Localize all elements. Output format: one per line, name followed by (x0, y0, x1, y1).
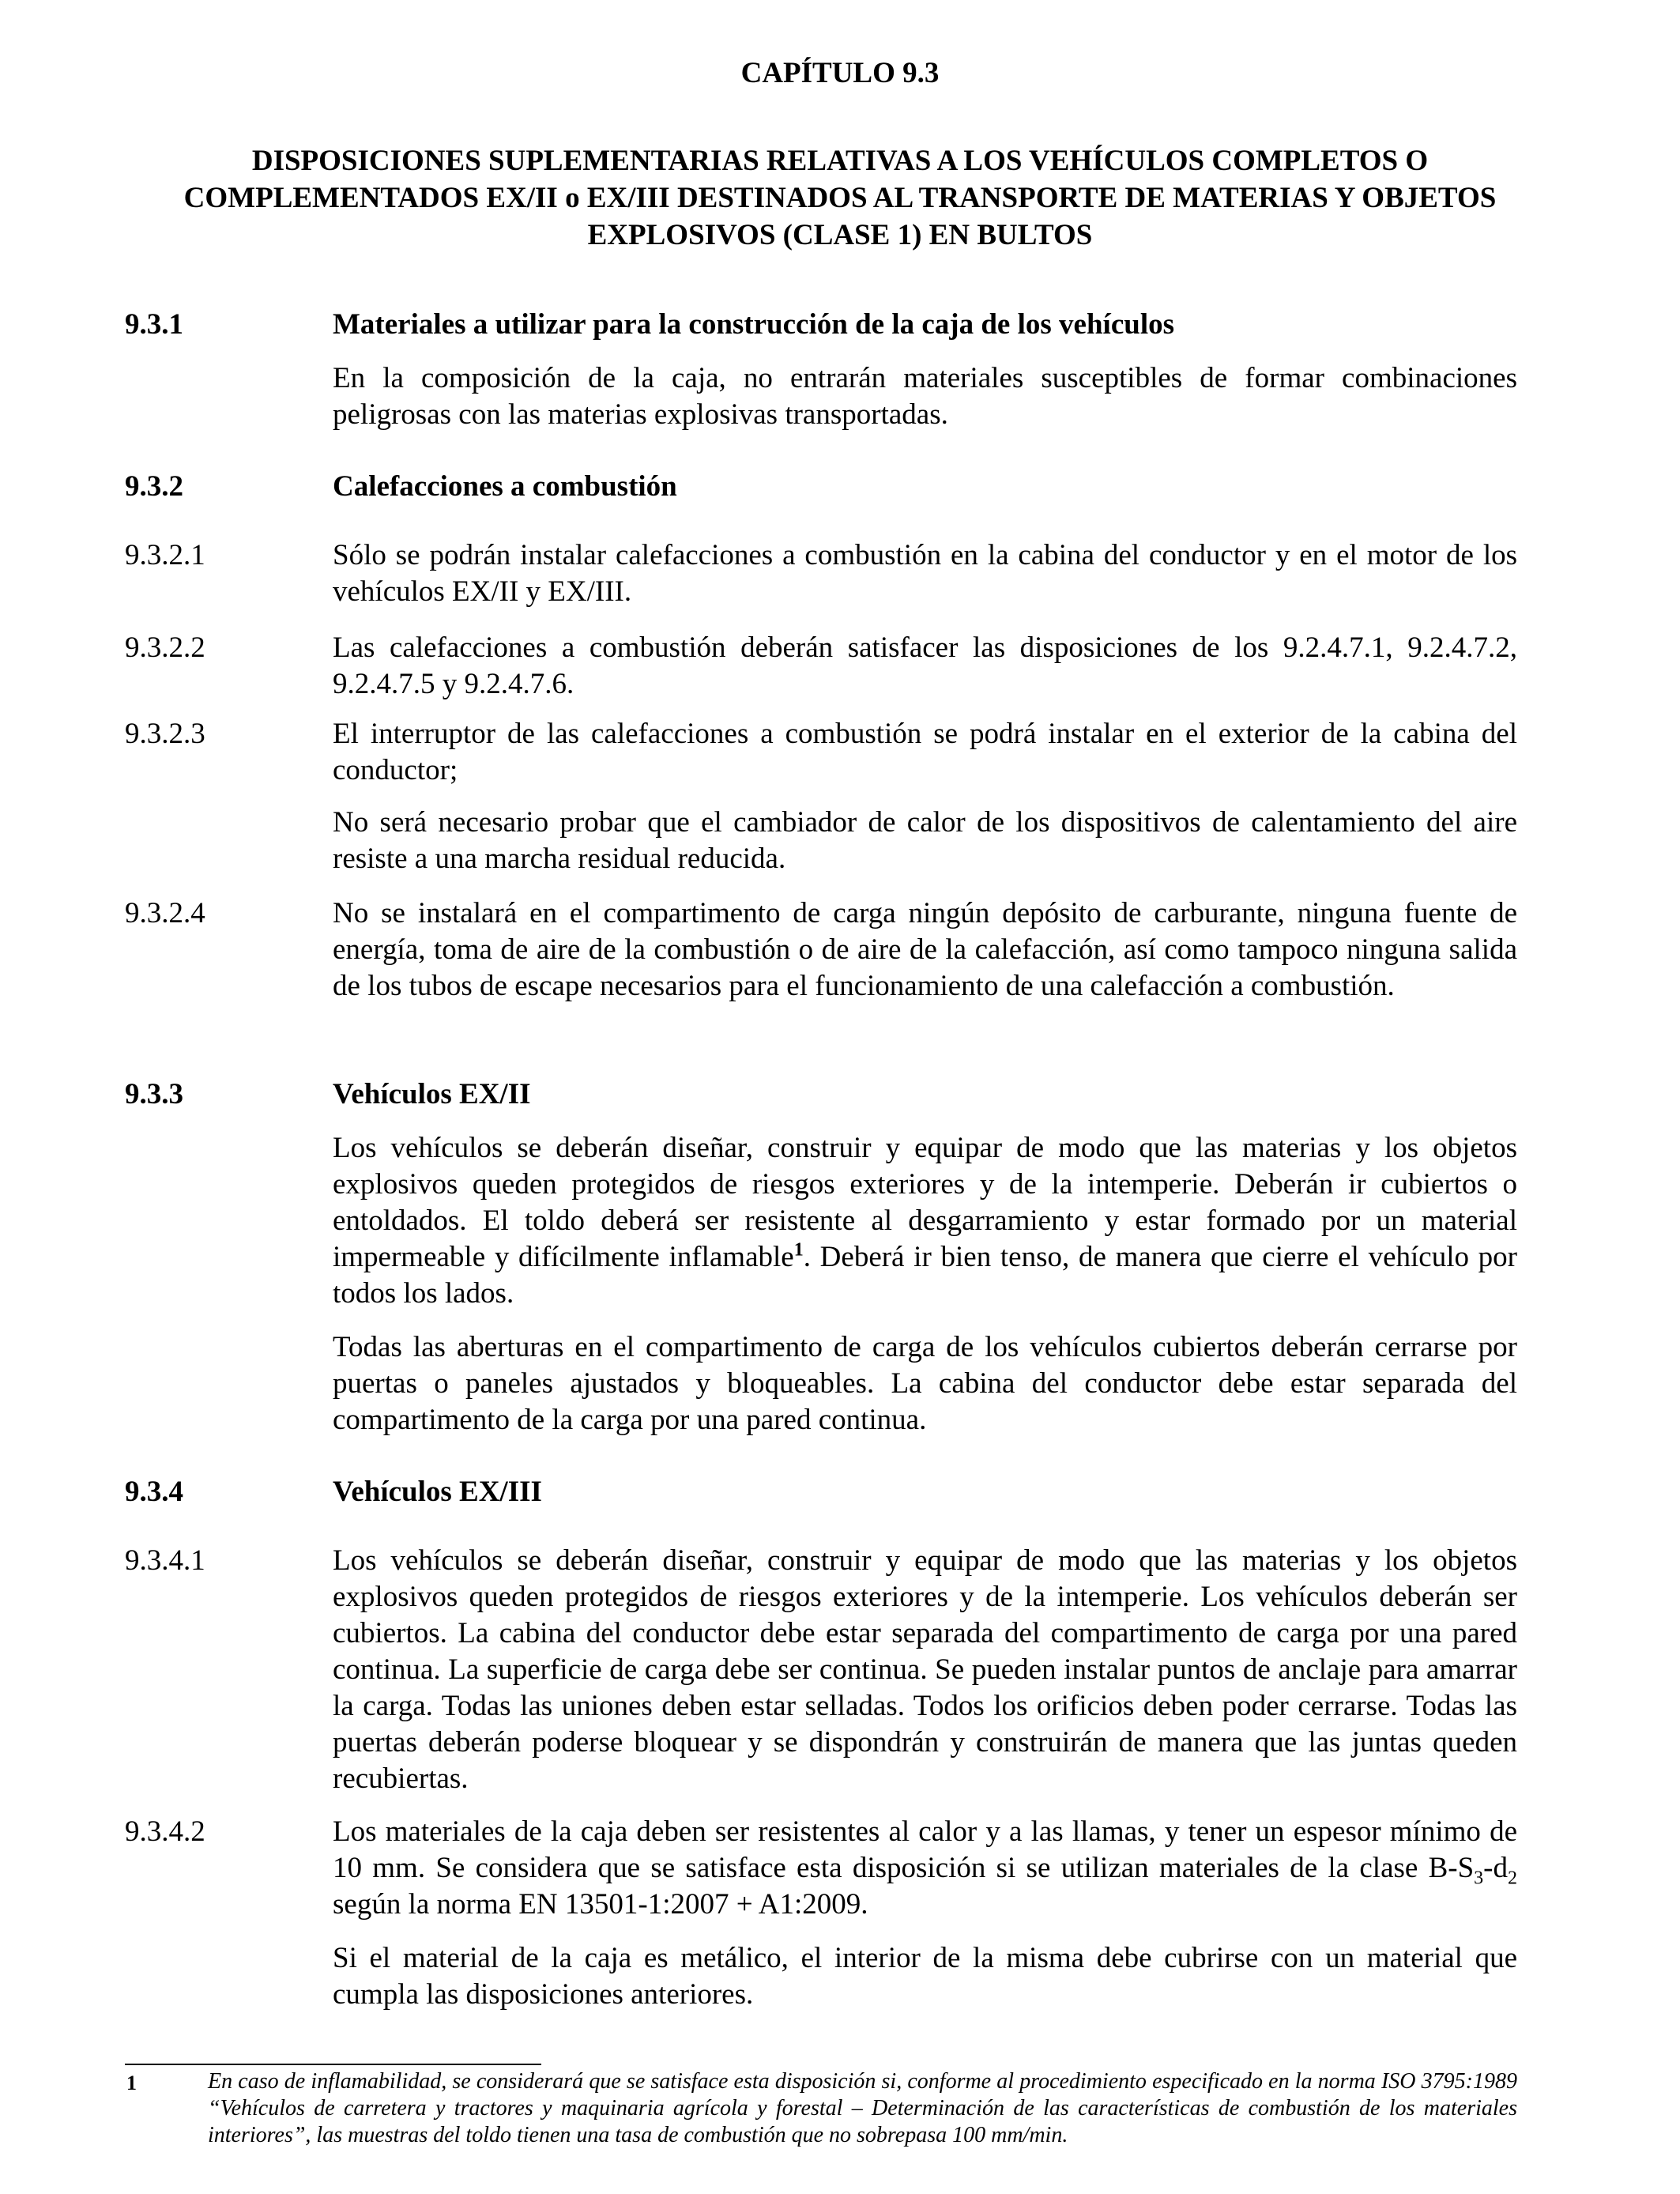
section-number: 9.3.2.1 (125, 539, 205, 571)
section-number: 9.3.2.4 (125, 897, 205, 929)
section-9-3-4-1 (125, 1543, 1517, 1797)
paragraph-9-3-1: En la composición de la caja, no entrarán materiales susceptibles de formar combinaciones peligrosas con las materias explosivas transportadas. (333, 362, 1517, 431)
paragraph-9-3-3-b: Todas las aberturas en el compartimento de carga de los vehículos cubiertos deberán cerrarse por puertas o paneles ajustados y bloqueables. La cabina del conductor debe estar separada del compartimento de la carga por una pared continua. (333, 1331, 1517, 1436)
section-heading: Vehículos EX/III (333, 1476, 542, 1508)
section-9-3-1 (125, 307, 1517, 343)
text-part: según la norma EN 13501-1:2007 + A1:2009. (333, 1888, 868, 1921)
section-number: 9.3.2.3 (125, 718, 205, 750)
section-text: Sólo se podrán instalar calefacciones a combustión en la cabina del conductor y en el motor de los vehículos EX/II y EX/III. (333, 539, 1517, 608)
subscript: 2 (1508, 1868, 1517, 1889)
section-9-3-2-4 (125, 895, 1517, 1005)
section-number: 9.3.4.2 (125, 1815, 205, 1848)
text-part: . Deberá ir bien tenso, de manera que cierre el vehículo por todos los lados. (333, 1241, 1517, 1310)
section-heading: Materiales a utilizar para la construcción de la caja de los vehículos (333, 308, 1174, 341)
section-9-3-4 (125, 1474, 1517, 1510)
section-9-3-2-1 (125, 537, 1517, 610)
section-number: 9.3.2.2 (125, 631, 205, 664)
subscript: 3 (1474, 1868, 1484, 1889)
chapter-heading: CAPÍTULO 9.3 (740, 57, 940, 89)
section-number: 9.3.4.1 (125, 1544, 205, 1577)
section-number: 9.3.3 (125, 1078, 183, 1110)
paragraph-9-3-4-2-b: Si el material de la caja es metálico, el interior de la misma debe cubrirse con un material que cumpla las disposiciones anteriores. (333, 1942, 1517, 2011)
paragraph-9-3-3-a (333, 1130, 1517, 1312)
section-text: El interruptor de las calefacciones a combustión se podrá instalar en el exterior de la cabina del conductor; (333, 718, 1517, 786)
section-number: 9.3.2 (125, 470, 183, 503)
section-text: No se instalará en el compartimento de carga ningún depósito de carburante, ninguna fuente de energía, toma de aire de la combustión o de aire de la calefacción, así como tampoco ninguna salida de los tubos de escape necesarios para el funcionamiento de una calefacción a combustión. (333, 897, 1517, 1002)
text-part: Los materiales de la caja deben ser resistentes al calor y a las llamas, y tener un espesor mínimo de 10 mm. Se considera que se satisface esta disposición si se utilizan materiales de la clase B-S (333, 1815, 1517, 1884)
section-number: 9.3.1 (125, 308, 183, 341)
section-heading: Calefacciones a combustión (333, 470, 677, 503)
section-9-3-2-3 (125, 716, 1517, 789)
section-text: Las calefacciones a combustión deberán satisfacer las disposiciones de los 9.2.4.7.1, 9.2.4.7.2, 9.2.4.7.5 y 9.2.4.7.6. (333, 631, 1517, 700)
footnote-separator (125, 2064, 541, 2065)
section-text (333, 1814, 1517, 1923)
section-number: 9.3.4 (125, 1476, 183, 1508)
text-part: -d (1483, 1852, 1508, 1884)
section-text: Los vehículos se deberán diseñar, construir y equipar de modo que las materias y los objetos explosivos queden protegidos de riesgos exteriores y de la intemperie. Los vehículos deberán ser cubiertos. La cabina del conductor debe estar separada del compartimento de carga por una pared continua. La superficie de carga debe ser continua. Se pueden instalar puntos de anclaje para amarrar la carga. Todas las uniones deben estar selladas. Todos los orificios deben poder cerrarse. Todas las puertas deberán poderse bloquear y se dispondrán y construirán de manera que las juntas queden recubiertas. (333, 1544, 1517, 1795)
paragraph-9-3-2-3-b: No será necesario probar que el cambiador de calor de los dispositivos de calentamiento del aire resiste a una marcha residual reducida. (333, 806, 1517, 875)
chapter-title: DISPOSICIONES SUPLEMENTARIAS RELATIVAS A LOS VEHÍCULOS COMPLETOS O COMPLEMENTADOS EX/II o EX/III DESTINADOS AL TRANSPORTE DE MATERIAS Y OBJETOS EXPLOSIVOS (CLASE 1) EN BULTOS (183, 145, 1497, 251)
section-9-3-2 (125, 469, 1517, 505)
section-9-3-2-2 (125, 630, 1517, 703)
section-9-3-3 (125, 1076, 1517, 1113)
text-part: Los vehículos se deberán diseñar, construir y equipar de modo que las materias y los objetos explosivos queden protegidos de riesgos exteriores y de la intemperie. Deberán ir cubiertos o entoldados. El toldo deberá ser resistente al desgarramiento y estar formado por un material impermeable y difícilmente inflamable (333, 1132, 1517, 1273)
footnote-text: En caso de inflamabilidad, se considerará que se satisface esta disposición si, conforme al procedimiento especificado en la norma ISO 3795:1989 “Vehículos de carretera y tractores y maquinaria agrícola y forestal – Determinación de las características de combustión de los materiales interiores”, las muestras del toldo tienen una tasa de combustión que no sobrepasa 100 mm/min. (208, 2069, 1517, 2147)
section-9-3-4-2 (125, 1814, 1517, 1923)
section-heading: Vehículos EX/II (333, 1078, 531, 1110)
footnote-number: 1 (126, 2071, 137, 2094)
footnote-reference: 1 (793, 1239, 804, 1261)
